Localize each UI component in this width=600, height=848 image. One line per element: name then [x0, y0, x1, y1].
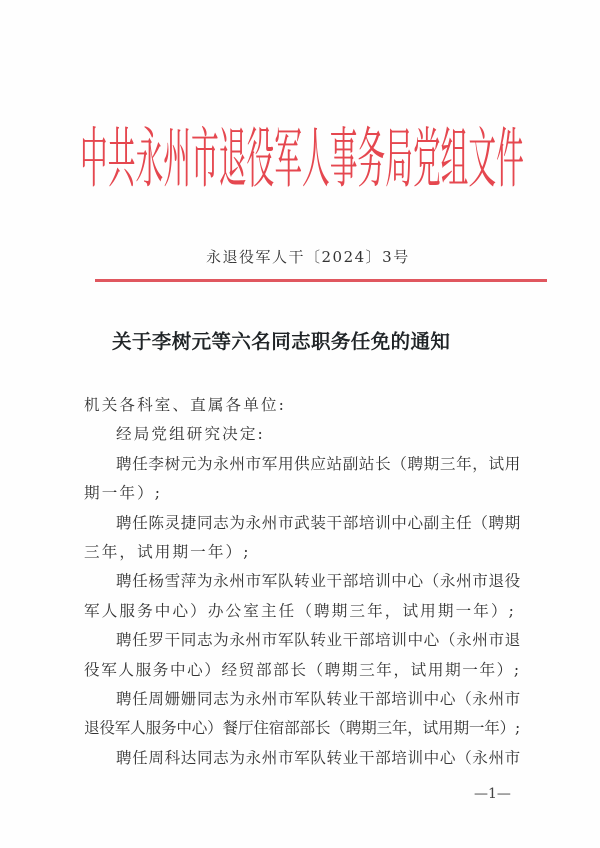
- body-line: 聘任李树元为永州市军用供应站副站长（聘期三年，试用: [116, 454, 521, 473]
- body-line: 退役军人服务中心）餐厅住宿部部长（聘期三年，试用期一年）;: [84, 719, 521, 738]
- body-line: 聘任杨雪萍为永州市军队转业干部培训中心（永州市退役: [116, 572, 521, 591]
- addressee-line: 机关各科室、直属各单位:: [84, 396, 286, 414]
- masthead: [80, 124, 524, 196]
- body-line: 聘任罗干同志为永州市军队转业干部培训中心（永州市退: [116, 631, 521, 650]
- body-line: 聘任陈灵捷同志为永州市武装干部培训中心副主任（聘期: [116, 513, 521, 532]
- red-divider-line: [95, 279, 547, 282]
- body-line: 军人服务中心）办公室主任（聘期三年，试用期一年）;: [84, 601, 517, 620]
- masthead-title: 中共永州市退役军人事务局党组文件: [80, 122, 524, 198]
- notice-title: 关于李树元等六名同志职务任免的通知: [112, 330, 451, 353]
- body-line: 经局党组研究决定:: [116, 425, 265, 444]
- notice-body: [84, 395, 520, 777]
- body-paragraphs: [84, 424, 520, 777]
- document-number: 永退役军人干〔2024〕3号: [206, 248, 410, 266]
- body-line: 期一年）;: [84, 484, 163, 503]
- body-line: 聘任周姗姗同志为永州市军队转业干部培训中心（永州市: [116, 689, 521, 708]
- page-number: —1—: [474, 786, 511, 802]
- body-line: 聘任周科达同志为永州市军队转业干部培训中心（永州市: [116, 748, 521, 767]
- body-line: 役军人服务中心）经贸部部长（聘期三年，试用期一年）;: [84, 660, 521, 679]
- body-line: 三年，试用期一年）;: [84, 542, 251, 561]
